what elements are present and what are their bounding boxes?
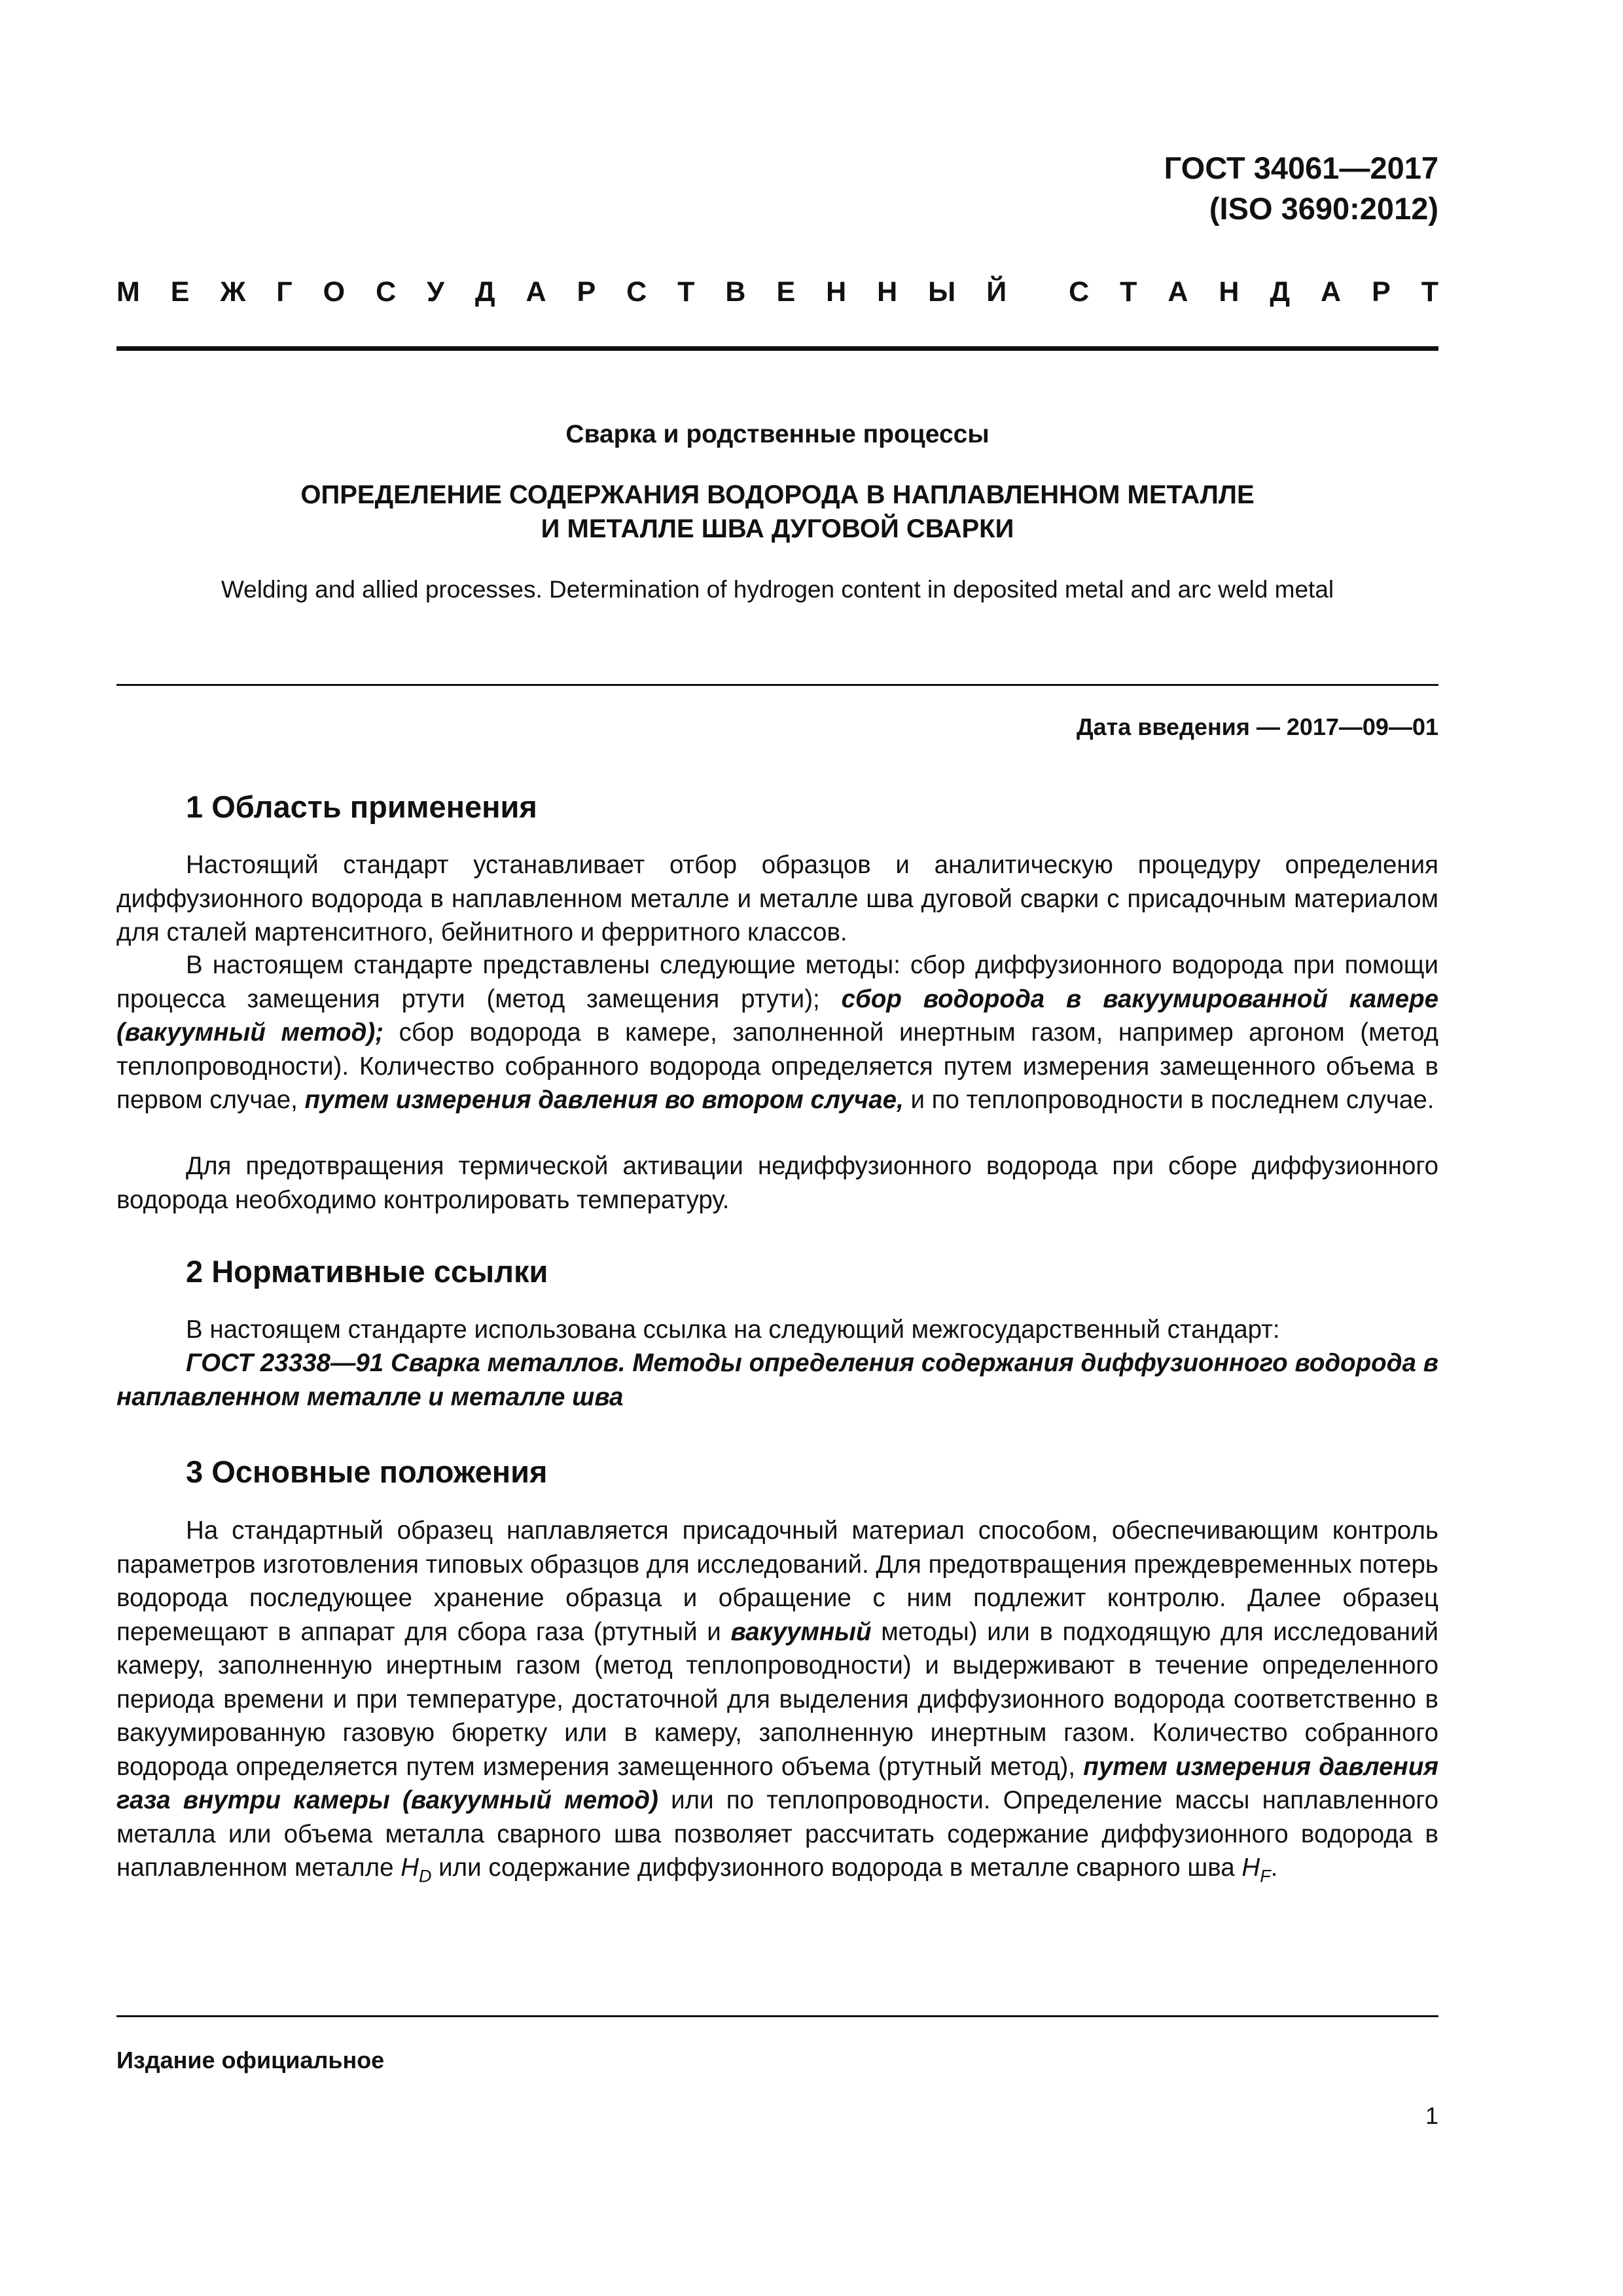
s1-p2-emphasis-pressure: путем измерения давления во втором случае, (304, 1086, 904, 1114)
header-rule (116, 346, 1438, 351)
banner-letter: С (376, 276, 397, 308)
s1-p2-emphasis-vacuum: сбор водорода в вакуумированной камере (вакуумный метод); (116, 984, 1438, 1047)
banner-letter: Н (877, 276, 898, 308)
section-2-paragraph-1: В настоящем стандарте использована ссылка на следующий межгосударственный стандарт: (186, 1316, 1280, 1344)
symbol-hf-base: H (1241, 1854, 1260, 1882)
s3-p1-text-c: методы) или в подходящую для исследований камеру, заполненную инертным газом (метод теплопроводности) и выдерживают в течение определенного периода времени и при температуре, достаточной для выделения диффузионного водорода соответственно в вакуумированную газовую бюретку или в камеру, заполненную инертным газом. Количество собранного водорода определяется путем измерения замещенного объема (ртутный метод), (116, 1617, 1438, 1781)
banner-letter: У (427, 276, 444, 308)
banner-letter: М (116, 276, 140, 308)
s3-p1-text-g: . (1270, 1854, 1278, 1882)
s3-p1-text-a: На стандартный образец наплавляется присадочный материал способом, обеспечивающим контроль параметров изготовления типовых образцов для исследований. Для предотвращения преждевременных потерь водорода последующее хранение образца и обращение с ним подлежит контролю. Далее образец перемещают в аппарат для сбора газа (ртутный и (116, 1516, 1438, 1646)
english-title: Welding and allied processes. Determination of hydrogen content in deposited metal and arc weld metal (221, 576, 1334, 603)
s3-p1-emphasis-vacuum: вакуумный (730, 1617, 872, 1646)
s3-p1-text-f: или содержание диффузионного водорода в металле сварного шва (431, 1854, 1242, 1882)
banner-letter: Й (986, 276, 1007, 308)
gost-designation (1164, 148, 1438, 229)
banner-letter: Н (1219, 276, 1240, 308)
symbol-hd-base: H (401, 1854, 419, 1882)
banner-letter: Ж (220, 276, 246, 308)
iso-number: (ISO 3690:2012) (1209, 191, 1438, 226)
section-3-paragraph-1 (116, 1514, 1438, 1893)
banner-letter: Р (577, 276, 596, 308)
banner-letter: Ы (928, 276, 956, 308)
document-title-line2: И МЕТАЛЛЕ ШВА ДУГОВОЙ СВАРКИ (541, 514, 1014, 543)
symbol-hd (401, 1854, 432, 1886)
s1-p2-text-a: В настоящем стандарте представлены следующие методы: сбор диффузионного водорода при помощи процесса замещения ртути (метод замещения ртути); (116, 951, 1438, 1013)
page-number: 1 (1425, 2102, 1438, 2129)
banner-letter: А (1168, 276, 1188, 308)
section-1-paragraph-1: Настоящий стандарт устанавливает отбор образцов и аналитическую процедуру определения диффузионного водорода в наплавленном металле и металле шва дуговой сварки с присадочным материалом для сталей мартенситного, бейнитного и ферритного классов. (116, 851, 1438, 946)
banner-letter: С (1069, 276, 1090, 308)
title-rule (116, 684, 1438, 686)
banner-letter: Е (776, 276, 796, 308)
banner-letter: Н (826, 276, 847, 308)
banner-letter: Д (474, 276, 495, 308)
banner-letter: Т (677, 276, 695, 308)
section-1-heading: 1 Область применения (186, 789, 537, 824)
normative-reference-gost-23338: ГОСТ 23338—91 Сварка металлов. Методы определения содержания диффузионного водорода в наплавленном металле и металле шва (116, 1349, 1438, 1411)
gost-number: ГОСТ 34061—2017 (1164, 151, 1438, 185)
section-1-paragraph-2 (116, 948, 1438, 1117)
banner-letter: В (725, 276, 746, 308)
section-1-paragraph-3: Для предотвращения термической активации недиффузионного водорода при сборе диффузионного водорода необходимо контролировать температуру. (116, 1152, 1438, 1214)
introduction-date: Дата введения — 2017—09—01 (1076, 713, 1438, 740)
footer-rule (116, 2015, 1438, 2017)
banner-letter: Т (1421, 276, 1438, 308)
symbol-hd-subscript: D (419, 1866, 432, 1886)
document-title (116, 478, 1438, 546)
banner-letter: Д (1270, 276, 1291, 308)
s3-p1-text-e: или по теплопроводности. Определение массы наплавленного металла или объема металла сварного шва позволяет рассчитать содержание диффузионного водорода в наплавленном металле (116, 1786, 1438, 1882)
symbol-hf-subscript: F (1260, 1866, 1271, 1886)
banner-letter: С (626, 276, 647, 308)
s3-p1-emphasis-pressure: путем измерения давления газа внутри камеры (вакуумный метод) (116, 1752, 1439, 1814)
document-subtitle: Сварка и родственные процессы (565, 420, 990, 448)
section-2-heading: 2 Нормативные ссылки (186, 1254, 548, 1289)
document-title-line1: ОПРЕДЕЛЕНИЕ СОДЕРЖАНИЯ ВОДОРОДА В НАПЛАВЛЕННОМ МЕТАЛЛЕ (300, 480, 1255, 509)
banner-letter: О (323, 276, 346, 308)
banner-letter: А (1321, 276, 1342, 308)
banner-letter: Г (276, 276, 293, 308)
section-3-heading: 3 Основные положения (186, 1454, 548, 1489)
banner-letter: Т (1120, 276, 1137, 308)
banner-letter: Р (1372, 276, 1391, 308)
s1-p2-text-e: и по теплопроводности в последнем случае. (903, 1086, 1435, 1114)
banner-letter: Е (170, 276, 190, 308)
banner-gap (1037, 276, 1038, 315)
interstate-standard-banner (116, 276, 1438, 315)
s1-p2-text-c: сбор водорода в камере, заполненной инертным газом, например аргоном (метод теплопроводности). Количество собранного водорода определяется путем измерения замещенного объема в первом случае, (116, 1018, 1438, 1114)
symbol-hf (1241, 1854, 1271, 1886)
banner-letter: А (526, 276, 546, 308)
official-edition-label: Издание официальное (116, 2047, 385, 2073)
